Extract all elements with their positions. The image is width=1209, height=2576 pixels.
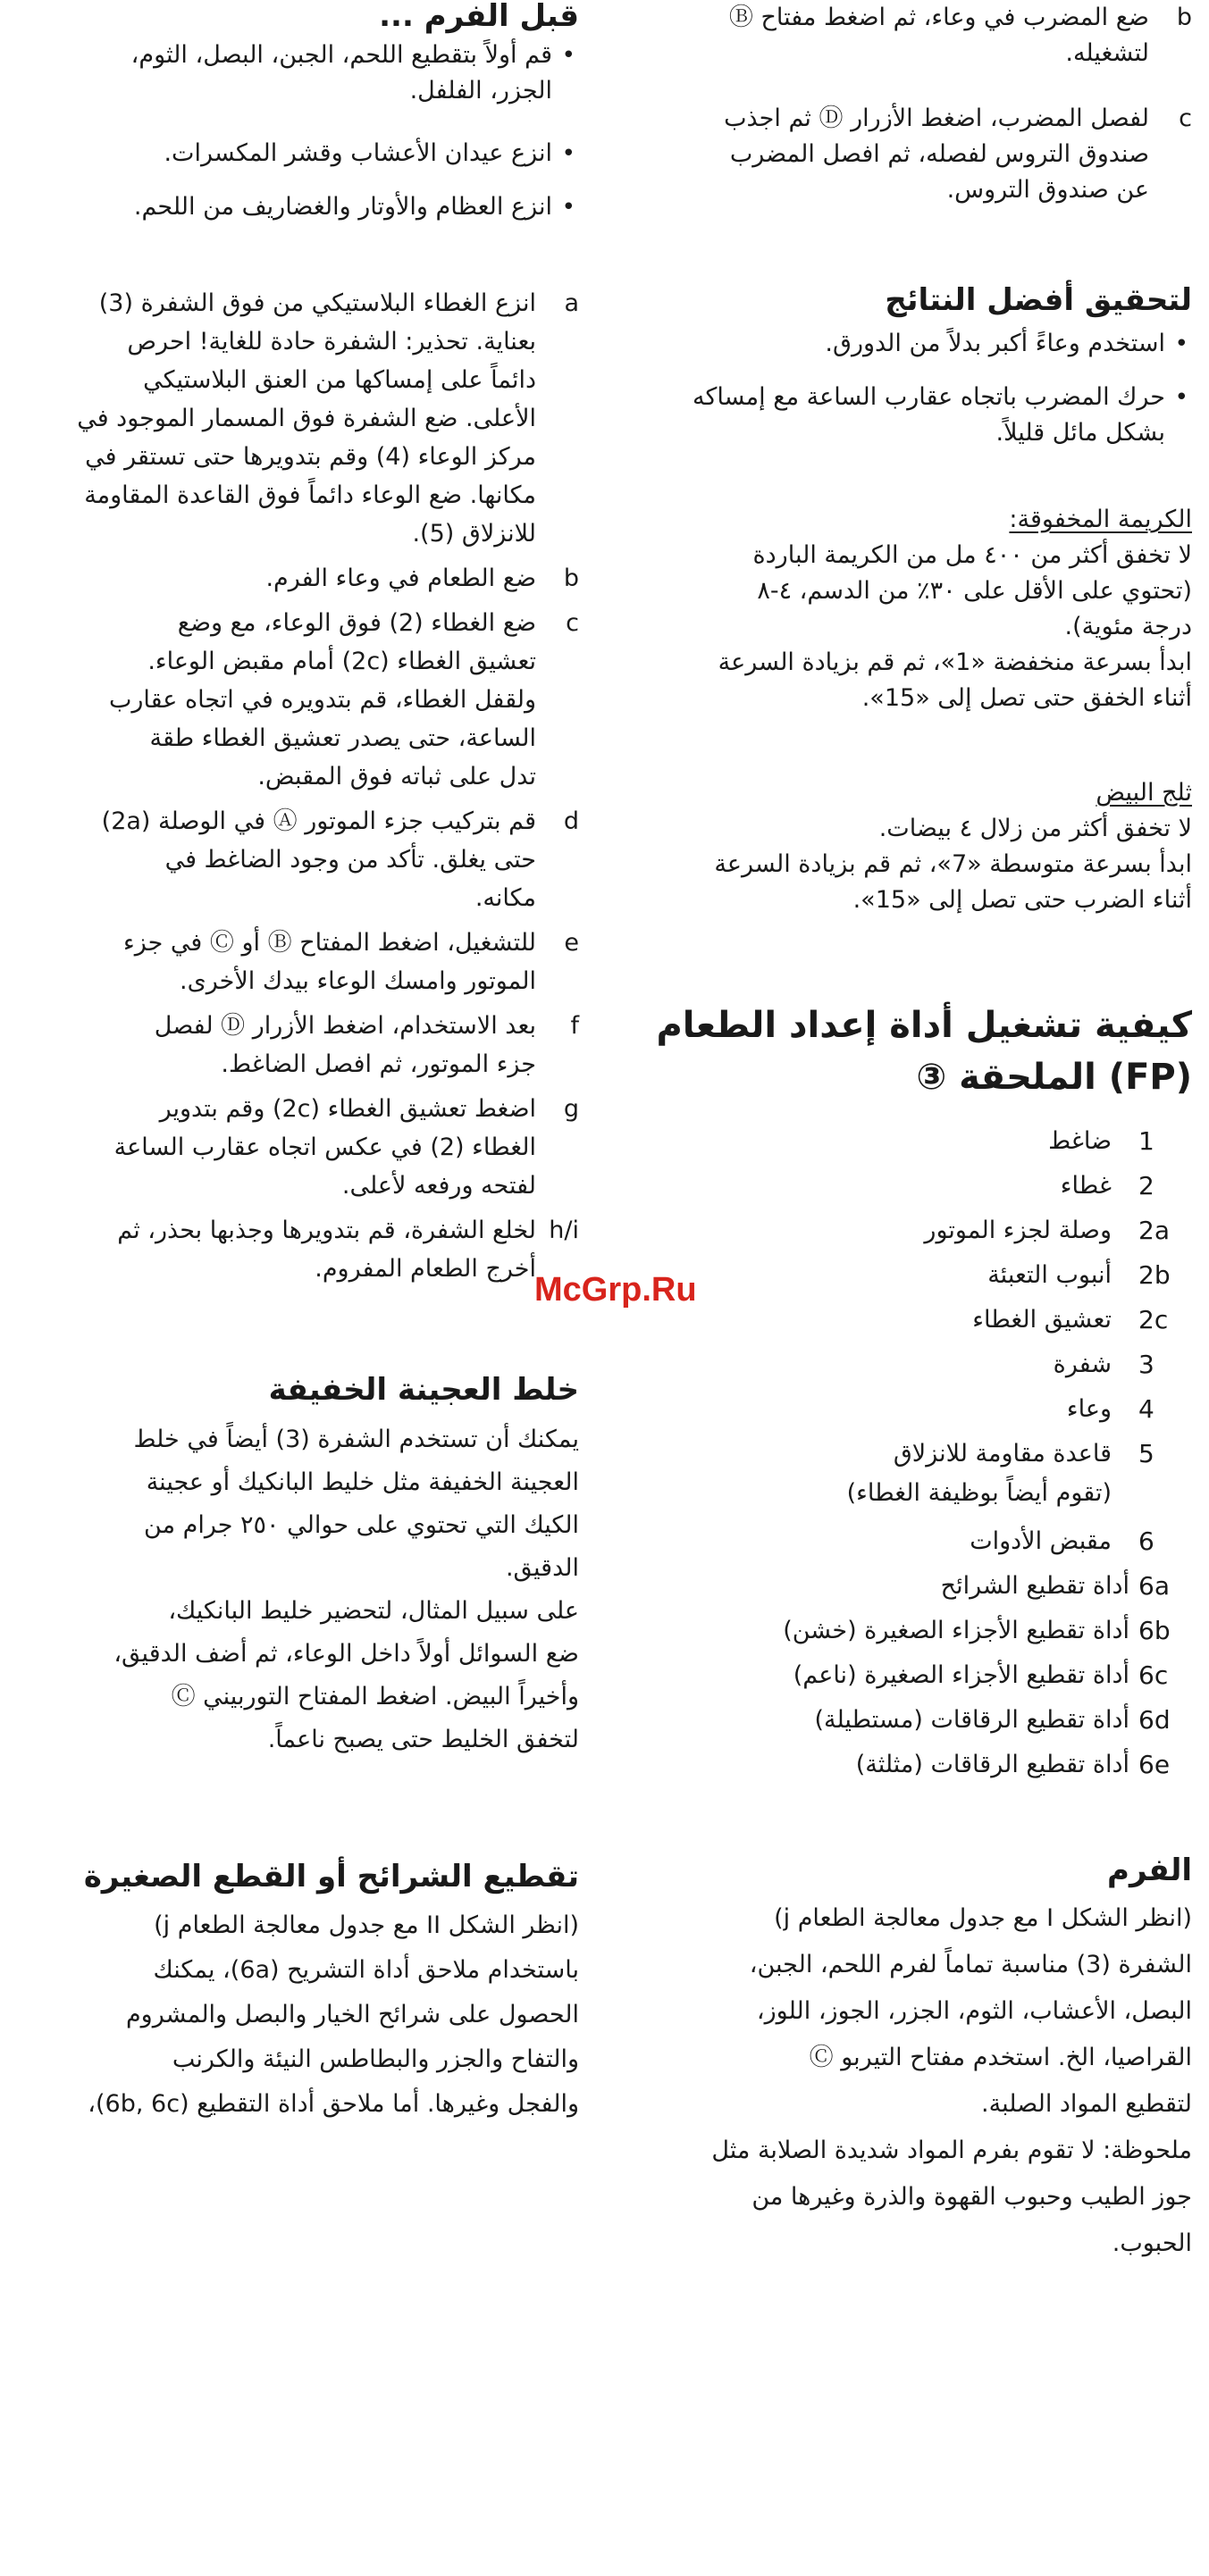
bullet: • <box>561 42 575 69</box>
part-number: 1 <box>1138 1126 1154 1156</box>
text-line: لتخفق الخليط حتى يصبح ناعماً. <box>267 1726 579 1753</box>
step-line: ضع الغطاء (2) فوق الوعاء، مع وضع <box>177 609 536 637</box>
part-name: أداة تقطيع الشرائح <box>940 1572 1129 1600</box>
step-line: للانزلاق (5). <box>412 520 536 548</box>
part-number: 2a <box>1138 1216 1170 1245</box>
step-line: مركز الوعاء (4) وقم بتدويرها حتى تستقر في <box>85 443 536 471</box>
step-marker: c <box>1179 105 1192 132</box>
bullet-line: قم أولاً بتقطيع اللحم، الجبن، البصل، الثوم، <box>130 41 552 69</box>
step-marker: e <box>564 929 579 957</box>
part-name: أداة تقطيع الرقاقات (مثلثة) <box>855 1751 1129 1778</box>
step-line: لفصل المضرب، اضغط الأزرار Ⓓ ثم اجذب <box>724 105 1149 132</box>
step-line: حتى يغلق. تأكد من وجود الضاغط في <box>164 846 536 874</box>
text-line: ابدأ بسرعة منخفضة «1»، ثم قم بزيادة السرعة <box>718 648 1192 676</box>
step-line: ضع المضرب في وعاء، ثم اضغط مفتاح Ⓑ <box>728 4 1149 31</box>
step-marker: h/i <box>549 1217 579 1244</box>
section-heading: (FP) الملحقة ③ <box>916 1057 1192 1098</box>
part-name: ضاغط <box>1048 1127 1112 1155</box>
step-marker: f <box>570 1012 579 1040</box>
text-line: وأخيراً البيض. اضغط المفتاح التوربيني Ⓒ <box>171 1683 579 1710</box>
step-line: لتشغيله. <box>1065 39 1149 67</box>
step-marker: g <box>563 1095 579 1123</box>
part-number: 2 <box>1138 1171 1154 1200</box>
bullet: • <box>1174 330 1188 357</box>
bullet-line: انزع العظام والأوتار والغضاريف من اللحم. <box>133 193 552 221</box>
text-line: لتقطيع المواد الصلبة. <box>981 2090 1192 2118</box>
step-line: الساعة، حتى يصدر تعشيق الغطاء طقة <box>149 724 536 752</box>
part-number: 6a <box>1138 1571 1170 1601</box>
step-line: انزع الغطاء البلاستيكي من فوق الشفرة (3) <box>98 289 536 317</box>
text-line: ملحوظة: لا تقوم بفرم المواد شديدة الصلابة مثل <box>711 2137 1192 2164</box>
text-line: الدقيق. <box>505 1554 579 1582</box>
part-name: (تقوم أيضاً بوظيفة الغطاء) <box>846 1479 1112 1507</box>
part-number: 6 <box>1138 1526 1154 1556</box>
step-line: مكانها. ضع الوعاء دائماً فوق القاعدة المقاومة <box>84 481 536 509</box>
step-line: تعشيق الغطاء (2c) أمام مقبض الوعاء. <box>147 648 536 675</box>
text-line: العجينة الخفيفة مثل خليط البانكيك أو عجينة <box>146 1468 579 1496</box>
subsection-heading: الكريمة المخفوقة: <box>1009 506 1192 533</box>
step-line: قم بتركيب جزء الموتور Ⓐ في الوصلة (2a) <box>101 807 536 835</box>
text-line: الشفرة (3) مناسبة تماماً لفرم اللحم، الجبن، <box>749 1951 1192 1978</box>
section-heading: تقطيع الشرائح أو القطع الصغيرة <box>83 1859 579 1894</box>
step-line: أخرج الطعام المفروم. <box>315 1255 536 1283</box>
text-line: الكيك التي تحتوي على حوالي ٢٥٠ جرام من <box>144 1511 579 1539</box>
section-heading: قبل الفرم ... <box>379 0 579 34</box>
step-line: الغطاء (2) في عكس اتجاه عقارب الساعة <box>113 1133 536 1161</box>
part-name: تعشيق الغطاء <box>972 1306 1112 1334</box>
step-line: مكانه. <box>474 884 536 912</box>
step-line: اضغط تعشيق الغطاء (2c) وقم بتدوير <box>159 1095 536 1123</box>
part-number: 2c <box>1138 1305 1169 1334</box>
part-name: مقبض الأدوات <box>970 1527 1112 1555</box>
text-line: الحصول على شرائح الخيار والبصل والمشروم <box>125 2001 579 2028</box>
text-line: البصل، الأعشاب، الثوم، الجزر، الجوز، اللوز، <box>756 1997 1192 2025</box>
step-line: صندوق التروس لفصله، ثم افصل المضرب <box>729 140 1149 168</box>
part-number: 6c <box>1138 1660 1169 1690</box>
bullet-line: انزع عيدان الأعشاب وقشر المكسرات. <box>164 139 552 167</box>
step-line: دائماً على إمساكها من العنق البلاستيكي <box>143 366 536 394</box>
part-number: 6d <box>1138 1705 1171 1735</box>
bullet: • <box>561 140 575 167</box>
text-line: باستخدام ملاحق أداة التشريح (6a)، يمكنك <box>153 1956 579 1984</box>
text-line: والتفاح والجزر والبطاطس النيئة والكرنب <box>172 2045 579 2073</box>
text-line: (انظر الشكل II مع جدول معالجة الطعام j) <box>154 1911 579 1939</box>
part-name: شفرة <box>1053 1351 1112 1378</box>
text-line: درجة مئوية). <box>1064 613 1192 640</box>
bullet: • <box>1174 384 1188 411</box>
text-line: الحبوب. <box>1112 2229 1192 2257</box>
text-line: لا تخفق أكثر من ٤٠٠ مل من الكريمة الباردة <box>752 541 1192 569</box>
text-line: يمكنك أن تستخدم الشفرة (3) أيضاً في خلط <box>133 1426 579 1453</box>
section-heading: لتحقيق أفضل النتائج <box>885 282 1192 318</box>
step-line: لخلع الشفرة، قم بتدويرها وجذبها بحذر، ثم <box>117 1217 536 1244</box>
text-line: أثناء الضرب حتى تصل إلى «15». <box>852 886 1192 914</box>
step-line: جزء الموتور، ثم افصل الضاغط. <box>221 1050 536 1078</box>
bullet-line: حرك المضرب باتجاه عقارب الساعة مع إمساكه <box>693 383 1165 411</box>
part-name: أداة تقطيع الأجزاء الصغيرة (ناعم) <box>793 1661 1129 1689</box>
section-heading: كيفية تشغيل أداة إعداد الطعام <box>656 1005 1192 1046</box>
part-number: 4 <box>1138 1394 1154 1424</box>
bullet-line: الجزر، الفلفل. <box>409 77 552 105</box>
text-line: القراصيا، الخ. استخدم مفتاح التيربو Ⓒ <box>809 2044 1192 2071</box>
step-line: لفتحه ورفعه لأعلى. <box>341 1172 536 1200</box>
part-name: وصلة لجزء الموتور <box>924 1217 1112 1244</box>
bullet-line: استخدم وعاءً أكبر بدلاً من الدورق. <box>825 330 1165 357</box>
step-marker: d <box>563 807 579 835</box>
text-line: لا تخفق أكثر من زلال ٤ بيضات. <box>878 815 1192 842</box>
part-name: أداة تقطيع الرقاقات (مستطيلة) <box>814 1706 1129 1734</box>
section-heading: خلط العجينة الخفيفة <box>268 1372 579 1408</box>
bullet: • <box>561 194 575 221</box>
bullet-line: بشكل مائل قليلاً. <box>995 419 1165 447</box>
text-line: والفجل وغيرها. أما ملاحق أداة التقطيع (6b, 6c)، <box>88 2090 579 2118</box>
part-name: وعاء <box>1066 1395 1112 1423</box>
step-line: تدل على ثباته فوق المقبض. <box>257 763 536 790</box>
step-line: الأعلى. ضع الشفرة فوق المسمار الموجود في <box>77 405 536 432</box>
text-line: أثناء الخفق حتى تصل إلى «15». <box>861 684 1192 712</box>
part-number: 6e <box>1138 1750 1171 1779</box>
step-marker: c <box>566 609 579 637</box>
step-line: عن صندوق التروس. <box>946 176 1149 204</box>
part-number: 6b <box>1138 1616 1171 1645</box>
text-line: جوز الطيب وحبوب القهوة والذرة وغيرها من <box>751 2183 1192 2211</box>
subsection-heading: ثلج البيض <box>1096 779 1192 807</box>
step-line: ضع الطعام في وعاء الفرم. <box>265 565 536 592</box>
step-line: بعناية. تحذير: الشفرة حادة للغاية! احرص <box>127 328 536 355</box>
part-name: غطاء <box>1060 1172 1112 1200</box>
text-line: على سبيل المثال، لتحضير خليط البانكيك، <box>168 1597 579 1625</box>
text-line: ضع السوائل أولاً داخل الوعاء، ثم أضف الدقيق، <box>113 1640 579 1668</box>
text-line: (انظر الشكل I مع جدول معالجة الطعام j) <box>774 1904 1192 1932</box>
watermark-text: McGrp.Ru <box>534 1271 697 1309</box>
step-line: ولقفل الغطاء، قم بتدويره في اتجاه عقارب <box>108 686 536 714</box>
part-name: أنبوب التعبئة <box>987 1261 1112 1289</box>
step-line: الموتور وامسك الوعاء بيدك الأخرى. <box>180 967 536 995</box>
part-number: 5 <box>1138 1439 1154 1468</box>
part-number: 3 <box>1138 1350 1154 1379</box>
step-marker: b <box>563 565 579 592</box>
part-name: قاعدة مقاومة للانزلاق <box>893 1440 1112 1468</box>
section-heading: الفرم <box>1107 1853 1192 1888</box>
step-marker: b <box>1176 4 1192 31</box>
step-marker: a <box>564 289 579 317</box>
part-name: أداة تقطيع الأجزاء الصغيرة (خشن) <box>783 1617 1129 1644</box>
step-line: بعد الاستخدام، اضغط الأزرار Ⓓ لفصل <box>154 1012 536 1040</box>
part-number: 2b <box>1138 1260 1171 1290</box>
text-line: (تحتوي على الأقل على ٣٠٪ من الدسم، ٤-٨ <box>757 577 1192 605</box>
text-line: ابدأ بسرعة متوسطة «7»، ثم قم بزيادة السرعة <box>714 850 1192 878</box>
step-line: للتشغيل، اضغط المفتاح Ⓑ أو Ⓒ في جزء <box>123 929 536 957</box>
